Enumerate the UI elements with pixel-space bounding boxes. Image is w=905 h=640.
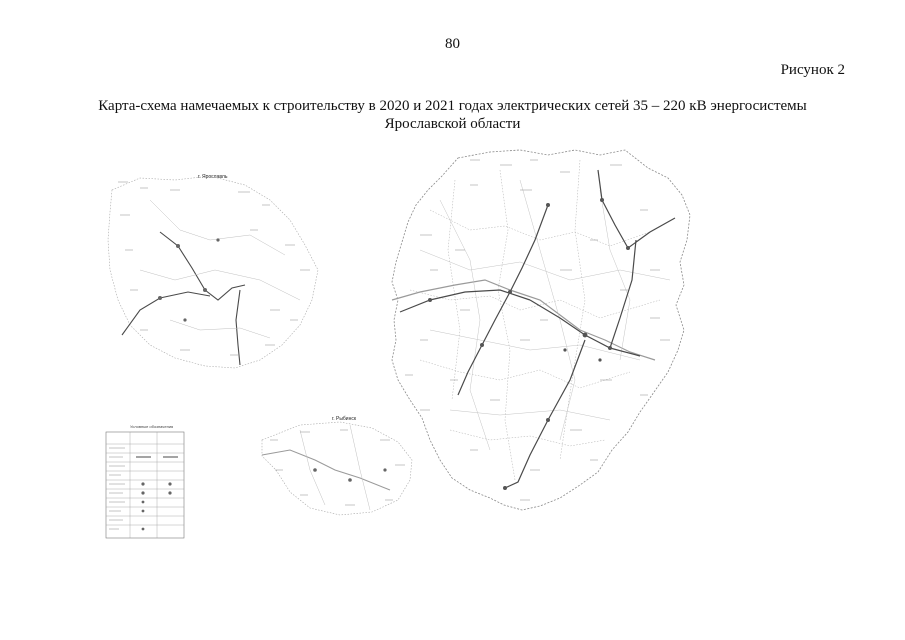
road	[300, 430, 325, 505]
substation-marker	[158, 296, 162, 300]
rybinsk-inset	[262, 416, 412, 515]
road	[170, 320, 270, 338]
inset-boundary	[108, 176, 318, 368]
power-line	[505, 340, 585, 488]
figure-label: Рисунок 2	[780, 62, 845, 78]
legend-symbol	[168, 491, 171, 494]
road	[140, 270, 300, 300]
substation-marker	[383, 468, 386, 471]
substation-marker	[428, 298, 432, 302]
inset-boundary	[262, 422, 412, 515]
region-map	[392, 150, 690, 510]
map-title-line-2: Ярославской области	[384, 116, 521, 132]
road	[440, 200, 490, 450]
yaroslavl-inset	[108, 174, 318, 368]
substation-marker	[313, 468, 317, 472]
map-legend	[106, 424, 184, 538]
power-line	[610, 240, 636, 348]
power-line	[122, 292, 210, 335]
substation-marker	[600, 198, 604, 202]
power-line	[160, 232, 245, 300]
substation-marker	[563, 348, 566, 351]
district-boundary	[410, 290, 660, 318]
substation-marker	[583, 333, 588, 338]
legend-symbol	[142, 528, 145, 531]
legend-symbol	[141, 482, 144, 485]
power-line	[458, 205, 548, 395]
legend-symbol	[142, 510, 145, 513]
page-number: 80	[445, 36, 460, 52]
volga-river	[392, 280, 655, 360]
substation-marker	[546, 203, 550, 207]
substation-marker	[508, 290, 512, 294]
substation-marker	[203, 288, 207, 292]
inset-rybinsk-label: г. Рыбинск	[332, 416, 357, 422]
power-line	[236, 290, 240, 365]
district-boundary	[560, 160, 585, 460]
substation-marker	[183, 318, 186, 321]
region-boundary	[392, 150, 690, 510]
map-title-line-1: Карта-схема намечаемых к строительству в 2020 и 2021 годах электрических сетей 35 – 220 кВ энергосистемы	[98, 98, 807, 114]
substation-marker	[348, 478, 352, 482]
district-boundary	[498, 170, 515, 480]
legend-entry-text	[109, 448, 125, 529]
place-marker	[270, 430, 405, 505]
legend-symbol	[141, 491, 144, 494]
power-line	[598, 170, 675, 248]
substation-marker	[503, 486, 507, 490]
place-marker	[405, 160, 670, 500]
road	[430, 330, 640, 360]
substation-marker	[176, 244, 180, 248]
substation-marker	[216, 238, 219, 241]
district-boundary	[420, 360, 630, 388]
legend-title: Условные обозначения	[130, 424, 174, 429]
substation-marker	[480, 343, 484, 347]
substation-marker	[626, 246, 630, 250]
road	[150, 200, 285, 255]
inset-yaroslavl-label: г. Ярославль	[198, 174, 228, 180]
road	[350, 425, 370, 510]
district-boundary	[448, 180, 460, 400]
substation-marker	[608, 346, 612, 350]
road	[450, 410, 610, 420]
substation-marker	[546, 418, 550, 422]
legend-symbol	[142, 501, 145, 504]
district-boundary	[450, 430, 605, 446]
substation-marker	[598, 358, 601, 361]
legend-symbol	[168, 482, 171, 485]
